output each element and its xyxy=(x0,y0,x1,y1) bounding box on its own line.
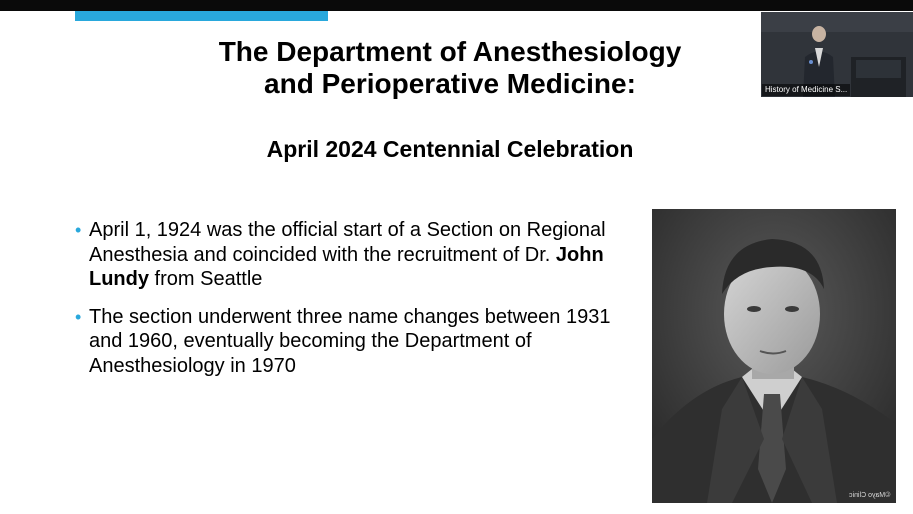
speaker-video-thumbnail[interactable] xyxy=(761,12,913,97)
top-bar xyxy=(0,0,913,11)
bullet-item xyxy=(75,305,615,379)
bullet-text-prefix: April 1, 1924 was the official start of a Section on Regional Anesthesia and coincided with the recruitment of Dr. xyxy=(89,219,606,266)
bullet-list xyxy=(75,218,615,391)
bullet-item xyxy=(75,218,615,292)
bullet-text-suffix: from Seattle xyxy=(149,268,263,290)
photo-credit: ©Mayo Clinic xyxy=(848,492,890,499)
bullet-text: The section underwent three name changes between 1931 and 1960, eventually becoming the Department of Anesthesiology in 1970 xyxy=(89,305,611,377)
video-label: History of Medicine S... xyxy=(762,84,850,96)
bullet-dot-icon: • xyxy=(75,306,82,327)
accent-bar xyxy=(75,11,328,21)
portrait-image xyxy=(652,209,896,503)
bullet-text-bold: John Lundy xyxy=(89,243,604,290)
slide-title xyxy=(140,36,760,100)
slide-title-line-1: The Department of Anesthesiology xyxy=(218,36,682,67)
slide-title-line-2: and Perioperative Medicine: xyxy=(264,68,636,99)
portrait-photo xyxy=(652,209,896,503)
slide-subtitle: April 2024 Centennial Celebration xyxy=(266,136,634,162)
bullet-dot-icon: • xyxy=(75,220,82,240)
